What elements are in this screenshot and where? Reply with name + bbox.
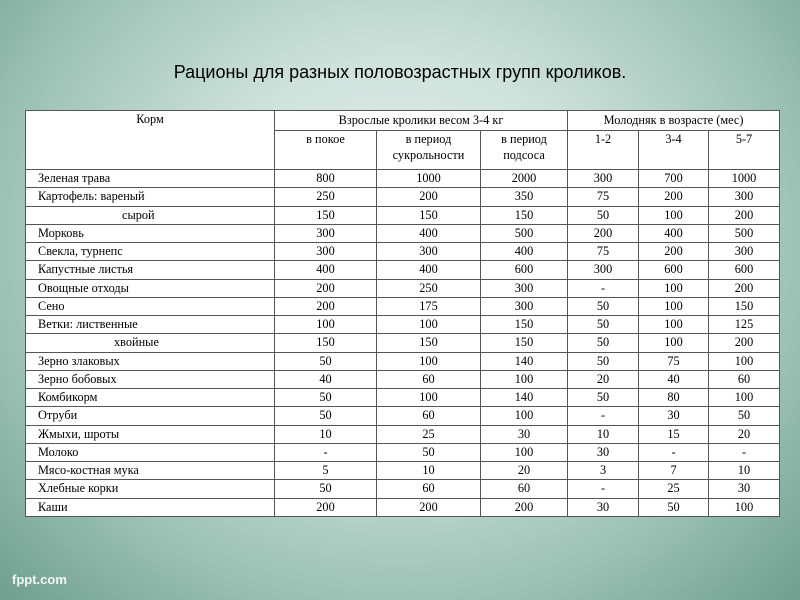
cell-value: 300 (568, 170, 639, 188)
cell-value: 200 (568, 224, 639, 242)
cell-value: - (709, 443, 780, 461)
cell-value: 60 (481, 480, 568, 498)
cell-value: 10 (377, 462, 481, 480)
cell-value: 50 (639, 498, 709, 517)
cell-value: 140 (481, 389, 568, 407)
table-row (26, 389, 780, 407)
cell-value: 15 (639, 425, 709, 443)
cell-value: 30 (568, 443, 639, 461)
cell-value: 100 (709, 498, 780, 517)
table-row (26, 480, 780, 498)
cell-value: 60 (377, 370, 481, 388)
cell-value: 50 (709, 407, 780, 425)
cell-value: 100 (709, 352, 780, 370)
table-row (26, 188, 780, 206)
subheader-age-5-7: 5-7 (709, 131, 780, 170)
feed-name: хвойные (26, 334, 275, 352)
cell-value: 150 (275, 334, 377, 352)
cell-value: 60 (377, 480, 481, 498)
feed-name: Зеленая трава (26, 170, 275, 188)
cell-value: 3 (568, 462, 639, 480)
cell-value: 200 (639, 188, 709, 206)
cell-value: - (639, 443, 709, 461)
cell-value: 50 (275, 352, 377, 370)
cell-value: 100 (639, 297, 709, 315)
cell-value: 80 (639, 389, 709, 407)
cell-value: 5 (275, 462, 377, 480)
ration-table (25, 110, 780, 517)
cell-value: 150 (481, 316, 568, 334)
feed-name: Зерно злаковых (26, 352, 275, 370)
feed-name: Сено (26, 297, 275, 315)
cell-value: 140 (481, 352, 568, 370)
cell-value: 100 (377, 316, 481, 334)
feed-name: Овощные отходы (26, 279, 275, 297)
cell-value: 600 (481, 261, 568, 279)
cell-value: 250 (275, 188, 377, 206)
footer-logo: fppt.com (12, 572, 67, 587)
cell-value: 100 (639, 334, 709, 352)
cell-value: 10 (568, 425, 639, 443)
cell-value: 50 (568, 389, 639, 407)
cell-value: 200 (377, 498, 481, 517)
cell-value: 150 (481, 206, 568, 224)
cell-value: 200 (275, 279, 377, 297)
cell-value: 50 (377, 443, 481, 461)
cell-value: 250 (377, 279, 481, 297)
cell-value: 175 (377, 297, 481, 315)
header-adults: Взрослые кролики весом 3-4 кг (275, 111, 568, 131)
cell-value: 150 (377, 334, 481, 352)
table-row (26, 170, 780, 188)
cell-value: 75 (568, 243, 639, 261)
cell-value: - (275, 443, 377, 461)
header-feed: Корм (26, 111, 275, 170)
table-row (26, 462, 780, 480)
cell-value: 300 (568, 261, 639, 279)
table-row (26, 352, 780, 370)
cell-value: 300 (377, 243, 481, 261)
cell-value: - (568, 480, 639, 498)
cell-value: 600 (709, 261, 780, 279)
ration-table-container (25, 110, 779, 517)
cell-value: 30 (568, 498, 639, 517)
cell-value: 500 (709, 224, 780, 242)
table-row (26, 498, 780, 517)
cell-value: 50 (568, 297, 639, 315)
cell-value: 300 (481, 297, 568, 315)
cell-value: 350 (481, 188, 568, 206)
cell-value: 100 (377, 352, 481, 370)
cell-value: 50 (275, 389, 377, 407)
cell-value: 300 (709, 243, 780, 261)
cell-value: 800 (275, 170, 377, 188)
feed-name: Отруби (26, 407, 275, 425)
subheader-age-1-2: 1-2 (568, 131, 639, 170)
cell-value: 100 (639, 316, 709, 334)
feed-name: Каши (26, 498, 275, 517)
cell-value: 400 (275, 261, 377, 279)
cell-value: 100 (481, 407, 568, 425)
feed-name: Жмыхи, шроты (26, 425, 275, 443)
feed-name: сырой (26, 206, 275, 224)
cell-value: 200 (275, 498, 377, 517)
cell-value: 200 (709, 279, 780, 297)
cell-value: 40 (639, 370, 709, 388)
cell-value: 400 (377, 261, 481, 279)
cell-value: 30 (639, 407, 709, 425)
cell-value: 300 (275, 243, 377, 261)
feed-name: Мясо-костная мука (26, 462, 275, 480)
cell-value: 300 (275, 224, 377, 242)
cell-value: 100 (709, 389, 780, 407)
cell-value: 100 (377, 389, 481, 407)
cell-value: 10 (709, 462, 780, 480)
table-row (26, 407, 780, 425)
cell-value: 50 (568, 334, 639, 352)
feed-name: Ветки: лиственные (26, 316, 275, 334)
cell-value: 100 (481, 443, 568, 461)
feed-name: Морковь (26, 224, 275, 242)
cell-value: 300 (709, 188, 780, 206)
table-row (26, 279, 780, 297)
table-row (26, 334, 780, 352)
table-row (26, 206, 780, 224)
table-row (26, 443, 780, 461)
feed-name: Молоко (26, 443, 275, 461)
cell-value: 25 (377, 425, 481, 443)
cell-value: 60 (377, 407, 481, 425)
table-row (26, 297, 780, 315)
cell-value: 200 (639, 243, 709, 261)
cell-value: 50 (275, 407, 377, 425)
cell-value: 1000 (377, 170, 481, 188)
cell-value: 400 (481, 243, 568, 261)
cell-value: 50 (275, 480, 377, 498)
cell-value: 150 (275, 206, 377, 224)
cell-value: 400 (639, 224, 709, 242)
cell-value: 1000 (709, 170, 780, 188)
cell-value: 30 (481, 425, 568, 443)
cell-value: 100 (639, 279, 709, 297)
table-row (26, 425, 780, 443)
cell-value: 10 (275, 425, 377, 443)
cell-value: 20 (709, 425, 780, 443)
cell-value: 200 (709, 334, 780, 352)
table-row (26, 243, 780, 261)
cell-value: 50 (568, 352, 639, 370)
cell-value: 7 (639, 462, 709, 480)
cell-value: 25 (639, 480, 709, 498)
feed-name: Зерно бобовых (26, 370, 275, 388)
cell-value: 20 (481, 462, 568, 480)
cell-value: 40 (275, 370, 377, 388)
cell-value: 125 (709, 316, 780, 334)
cell-value: 100 (275, 316, 377, 334)
cell-value: 75 (568, 188, 639, 206)
cell-value: 75 (639, 352, 709, 370)
slide-title: Рационы для разных половозрастных групп кроликов. (173, 62, 627, 82)
cell-value: 30 (709, 480, 780, 498)
table-row (26, 370, 780, 388)
cell-value: - (568, 407, 639, 425)
feed-name: Капустные листья (26, 261, 275, 279)
cell-value: 20 (568, 370, 639, 388)
feed-name: Хлебные корки (26, 480, 275, 498)
subheader-age-3-4: 3-4 (639, 131, 709, 170)
cell-value: 150 (709, 297, 780, 315)
cell-value: - (568, 279, 639, 297)
cell-value: 150 (377, 206, 481, 224)
feed-name: Комбикорм (26, 389, 275, 407)
cell-value: 100 (481, 370, 568, 388)
feed-name: Свекла, турнепс (26, 243, 275, 261)
cell-value: 400 (377, 224, 481, 242)
cell-value: 200 (275, 297, 377, 315)
table-row (26, 316, 780, 334)
cell-value: 200 (709, 206, 780, 224)
feed-name: Картофель: вареный (26, 188, 275, 206)
cell-value: 50 (568, 206, 639, 224)
cell-value: 60 (709, 370, 780, 388)
subheader-pregnancy: в период сукрольности (377, 131, 481, 170)
cell-value: 2000 (481, 170, 568, 188)
subheader-lactation: в период подсоса (481, 131, 568, 170)
cell-value: 50 (568, 316, 639, 334)
cell-value: 300 (481, 279, 568, 297)
cell-value: 100 (639, 206, 709, 224)
cell-value: 600 (639, 261, 709, 279)
cell-value: 200 (481, 498, 568, 517)
cell-value: 700 (639, 170, 709, 188)
table-row (26, 224, 780, 242)
subheader-rest: в покое (275, 131, 377, 170)
cell-value: 500 (481, 224, 568, 242)
cell-value: 150 (481, 334, 568, 352)
header-young: Молодняк в возрасте (мес) (568, 111, 780, 131)
cell-value: 200 (377, 188, 481, 206)
table-row (26, 261, 780, 279)
